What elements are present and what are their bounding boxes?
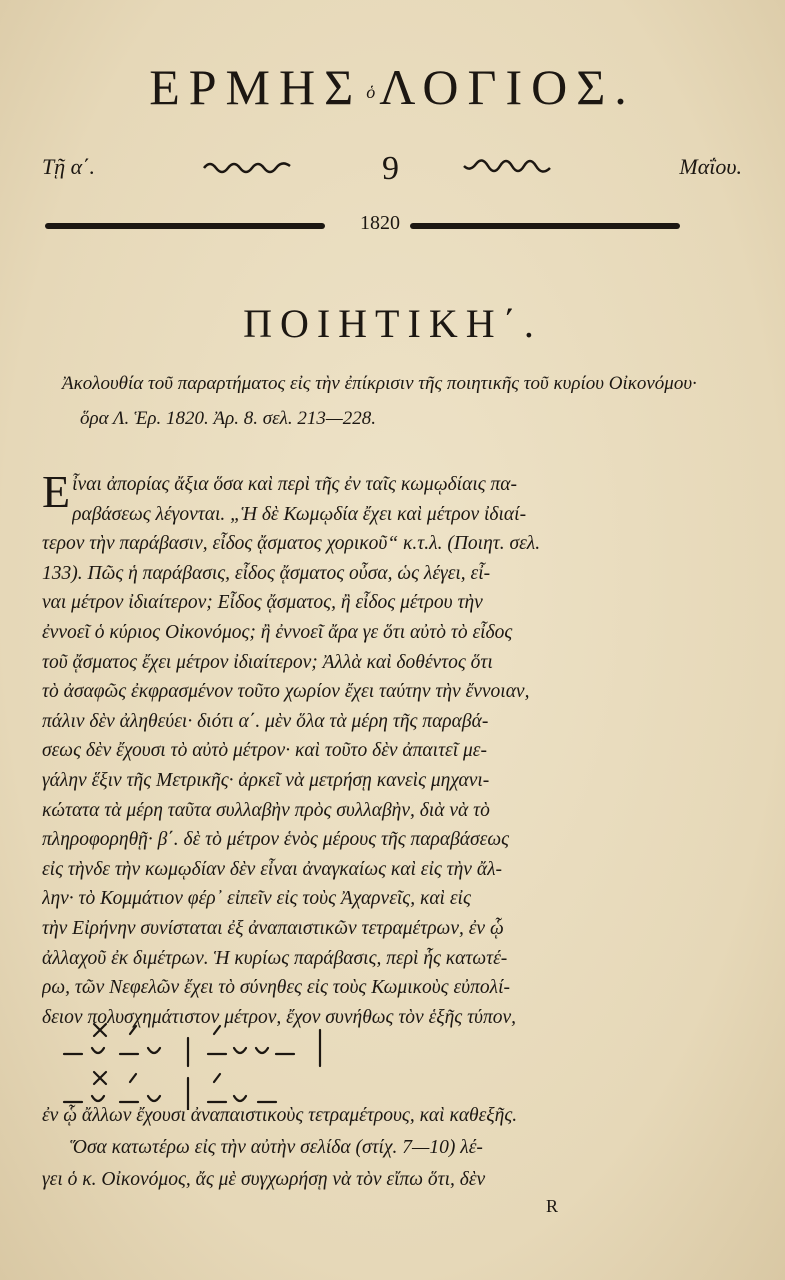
section-title: ΠΟΙΗΤΙΚΗ΄. [243,301,542,346]
left-rule [45,223,325,229]
body-line: λην· τὸ Κομμάτιον φέρ᾽ εἰπεῖν εἰς τοὺς Ἀχαρνεῖς, καὶ εἰς [42,888,471,910]
article-body [42,466,682,1032]
body-line: πάλιν δὲν ἀληθεύει· διότι α΄. μὲν ὅλα τὰ μέρη τῆς παραβά- [42,710,489,732]
issue-day: Τῇ α΄. [42,154,96,179]
masthead [40,58,745,116]
body-line: τερον τὴν παράβασιν, εἶδος ᾄσματος χορικοῦ“ κ.τ.λ. (Ποιητ. σελ. [42,533,541,555]
right-ornament-icon [462,158,552,174]
body-line: γει ὁ κ. Οἰκονόμος, ἄς μὲ συγχωρήσῃ νὰ τὸν εἴπω ὅτι, δὲν [42,1169,486,1190]
article-subtitle: Ἀκολουθία τοῦ παραρτήματος εἰς τὴν ἐπίκρισιν τῆς ποιητικῆς τοῦ κυρίου Οἰκονόμου· ὅρα Λ. Ἑρ. 1820. Ἀρ. 8. σελ. 213—228. [62,373,697,429]
body-line: ἶναι ἀπορίας ἄξια ὅσα καὶ περὶ τῆς ἐν ταῖς κωμῳδίαις πα- [72,474,518,495]
body-line: ἐννοεῖ ὁ κύριος Οἰκονόμος; ἢ ἐννοεῖ ἄρα γε ὅτι αὐτὸ τὸ εἶδος [42,621,513,643]
body-line: σεως δὲν ἔχουσι τὸ αὐτὸ μέτρον· καὶ τοῦτο δὲν ἀπαιτεῖ με- [42,740,487,762]
body-line: τὸ ἀσαφῶς ἐκφρασμένον τοῦτο χωρίον ἔχει ταύτην τὴν ἔννοιαν, [42,681,530,703]
body-line: δειον πολυσχημάτιστον μέτρον, ἔχον συνήθως τὸν ἑξῆς τύπον, [42,1006,517,1028]
body-line: τὴν Εἰρήνην συνίσταται ἐξ ἀναπαιστικῶν τετραμέτρων, ἐν ᾧ [42,917,504,939]
masthead-article: ὁ [366,82,376,103]
body-line: ρω, τῶν Νεφελῶν ἔχει τὸ σύνηθες εἰς τοὺς Κωμικοὺς εὐπολί- [42,977,510,999]
right-rule [410,223,680,229]
issue-month: Μαΐου. [679,154,742,179]
body-line: ἐν ᾧ ἄλλων ἔχουσι ἀναπαιστικοὺς τετραμέτρους, καὶ καθεξῆς. [42,1105,518,1126]
article-continuation [42,1100,682,1196]
body-line: γάλην ἕξιν τῆς Μετρικῆς· ἀρκεῖ νὰ μετρήσῃ κανεὶς μηχανι- [42,769,490,791]
masthead-left: ΕΡΜΗΣ [149,59,363,115]
body-line: ἀλλαχοῦ ἐκ διμέτρων. Ἡ κυρίως παράβασις, περὶ ἧς κατωτέ- [42,947,508,969]
year-rule [45,212,745,242]
body-line: Ὅσα κατωτέρω εἰς τὴν αὐτὴν σελίδα (στίχ. 7—10) λέ- [70,1137,483,1158]
left-ornament-icon [202,158,292,174]
issue-number: 9 [382,150,399,187]
body-line: ραβάσεως λέγονται. „Ἡ δὲ Κωμῳδία ἔχει καὶ μέτρον ἰδιαί- [72,503,527,525]
dateline [42,150,742,190]
body-line: εἰς τὴνδε τὴν κωμῳδίαν δὲν εἶναι ἀναγκαίως καὶ εἰς τὴν ἄλ- [42,858,503,880]
metrical-scheme-diagram [62,1020,362,1110]
body-line: 133). Πῶς ἡ παράβασις, εἶδος ᾄσματος οὖσα, ὡς λέγει, εἶ- [42,562,491,584]
signature-mark: R [546,1196,559,1216]
masthead-right: ΛΟΓΙΟΣ. [379,59,636,115]
body-line: πληροφορηθῇ· β΄. δὲ τὸ μέτρον ἑνὸς μέρους τῆς παραβάσεως [42,829,510,851]
body-line: ναι μέτρον ἰδιαίτερον; Εἶδος ᾄσματος, ἢ εἶδος μέτρου τὴν [42,592,483,614]
body-line: κώτατα τὰ μέρη ταῦτα συλλαβὴν πρὸς συλλαβὴν, διὰ νὰ τὸ [42,799,490,821]
drop-cap: Ε [42,466,71,517]
issue-year: 1820 [360,212,400,234]
body-line: τοῦ ᾄσματος ἔχει μέτρον ἰδιαίτερον; Ἀλλὰ καὶ δοθέντος ὅτι [42,651,493,673]
